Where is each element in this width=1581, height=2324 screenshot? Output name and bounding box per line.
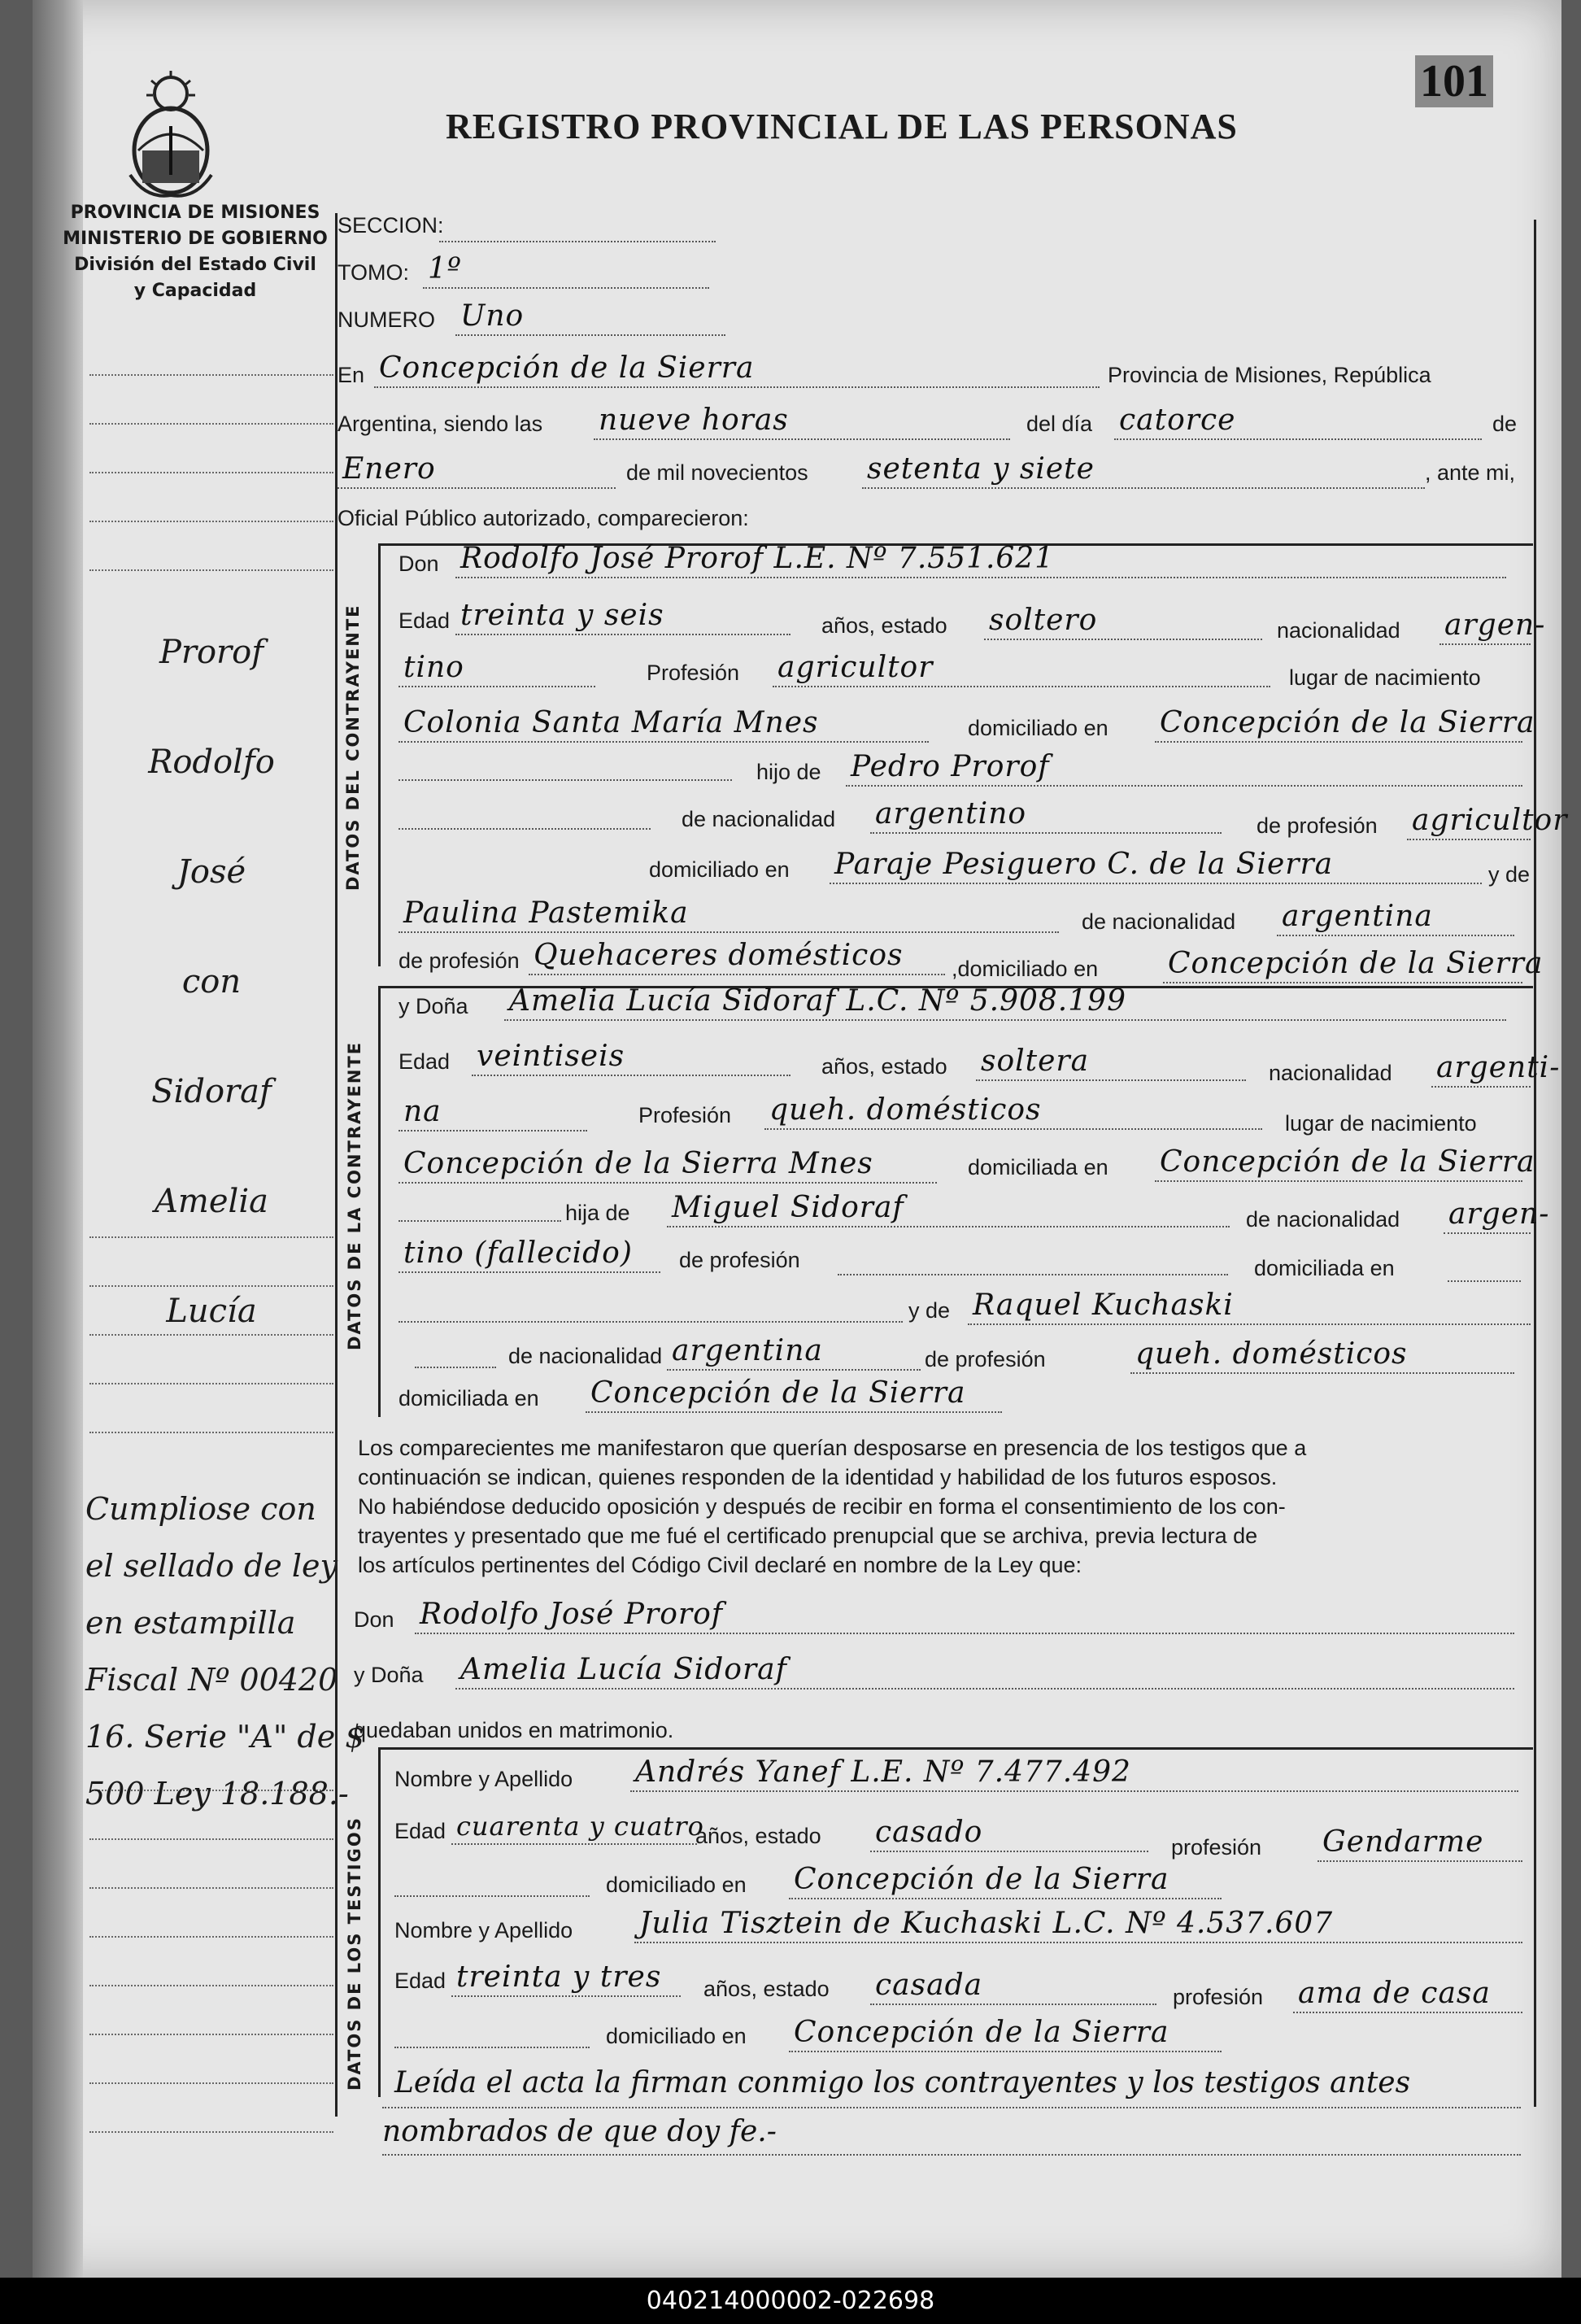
groom-father-prof: agricultor: [1407, 804, 1531, 840]
decl-bride-name: Amelia Lucía Sidoraf: [455, 1653, 1514, 1690]
oficial-text: Oficial Público autorizado, comparecieron:: [338, 506, 749, 530]
groom-father-nac-label: de nacionalidad: [682, 807, 836, 831]
margin-name-1: Prorof: [159, 634, 264, 671]
w1-edad-label: Edad: [394, 1819, 446, 1843]
bride-father: Miguel Sidoraf: [667, 1191, 1230, 1227]
w1-name: Andrés Yanef L.E. Nº 7.477.492: [630, 1755, 1518, 1792]
groom-edad-label: Edad: [399, 608, 451, 633]
bride-domicile: Concepción de la Sierra: [1155, 1145, 1522, 1182]
stamp-note-line-2: el sellado de ley: [85, 1548, 338, 1584]
declaration-line-3: No habiéndose deducido oposición y después de recibir en forma el consentimiento de los con-: [358, 1494, 1286, 1519]
groom-name: Rodolfo José Prorof L.E. Nº 7.551.621: [455, 542, 1506, 578]
tomo-value: 1º: [423, 252, 709, 289]
groom-hijo-label: hijo de: [756, 760, 821, 784]
month-value: Enero: [338, 452, 616, 489]
de-label: de: [1492, 412, 1518, 436]
margin-name-2: Rodolfo: [148, 743, 275, 781]
bride-mother-prof-label: de profesión: [925, 1347, 1046, 1371]
bride-name: Amelia Lucía Sidoraf L.C. Nº 5.908.199: [504, 984, 1506, 1021]
w2-prof-label: profesión: [1173, 1985, 1264, 2009]
coat-of-arms-icon: [122, 69, 220, 199]
decl-dona-label: y Doña: [354, 1663, 424, 1687]
groom-profesion: agricultor: [773, 651, 1270, 687]
bride-father-nac-label: de nacionalidad: [1246, 1207, 1400, 1232]
day-label: del día: [1026, 412, 1093, 436]
division-line-2: y Capacidad: [133, 281, 257, 301]
groom-mother: Paulina Pastemika: [399, 896, 1059, 933]
seccion-label: SECCION:: [338, 213, 444, 238]
numero-label: NUMERO: [338, 307, 435, 332]
groom-mother-prof-label: de profesión: [399, 948, 520, 973]
page-title: REGISTRO PROVINCIAL DE LAS PERSONAS: [446, 107, 1238, 146]
w1-anos-label: años, estado: [695, 1824, 821, 1848]
groom-anos-label: años, estado: [821, 613, 947, 638]
groom-mother-nac: argentina: [1277, 900, 1514, 936]
w2-name-label: Nombre y Apellido: [394, 1918, 573, 1942]
bride-profesion-label: Profesión: [638, 1103, 732, 1127]
groom-y-de-label: y de: [1488, 862, 1531, 887]
w2-prof: ama de casa: [1293, 1977, 1522, 2013]
declaration-paragraph: [358, 1433, 1521, 1580]
groom-father-prof-label: de profesión: [1257, 813, 1378, 838]
w1-estado: casado: [870, 1816, 1148, 1852]
stamp-note-line-3: en estampilla: [85, 1605, 296, 1641]
w1-prof: Gendarme: [1318, 1825, 1522, 1862]
groom-father-nac: argentino: [870, 797, 1222, 834]
groom-domicile: Concepción de la Sierra: [1155, 706, 1522, 743]
declaration-line-4: trayentes y presentado que me fué el certificado prenupcial que se archiva, previa lectura de: [358, 1524, 1258, 1548]
register-page: [33, 0, 1568, 2278]
bride-section-label: DATOS DE LA CONTRAYENTE: [345, 1040, 364, 1350]
bride-mother: Raquel Kuchaski: [968, 1288, 1531, 1325]
groom-estado: soltero: [984, 604, 1262, 640]
tomo-label: TOMO:: [338, 260, 410, 285]
bride-age: veintiseis: [472, 1040, 790, 1076]
margin-name-5: Sidoraf: [151, 1073, 272, 1110]
groom-nacionalidad-2: tino: [399, 651, 595, 687]
bride-father-nac-2: tino (fallecido): [399, 1236, 660, 1273]
province-text: Provincia de Misiones, República: [1108, 363, 1431, 387]
bride-birthplace: Concepción de la Sierra Mnes: [399, 1147, 937, 1184]
bride-hija-label: hija de: [565, 1201, 630, 1225]
closing-line-1: Leída el acta la firman conmigo los contrayentes y los testigos antes: [394, 2066, 1411, 2099]
groom-profesion-label: Profesión: [647, 661, 740, 685]
margin-names: [122, 598, 301, 1367]
province-header: [41, 200, 350, 304]
groom-nacionalidad-1: argen-: [1439, 608, 1531, 645]
argentina-text: Argentina, siendo las: [338, 412, 543, 436]
w2-name: Julia Tisztein de Kuchaski L.C. Nº 4.537.607: [634, 1907, 1522, 1943]
bride-edad-label: Edad: [399, 1049, 451, 1074]
groom-nacionalidad-label: nacionalidad: [1277, 618, 1400, 643]
groom-father-dom-label: domiciliado en: [649, 857, 790, 882]
declaration-line-5: los artículos pertinentes del Código Civil declaré en nombre de la Ley que:: [358, 1553, 1082, 1577]
bride-domiciliada-label: domiciliada en: [968, 1155, 1108, 1179]
decl-closing: quedaban unidos en matrimonio.: [354, 1718, 674, 1742]
groom-section-label: DATOS DEL CONTRAYENTE: [343, 604, 363, 891]
stamp-note-line-5: 16. Serie "A" de $: [85, 1719, 365, 1755]
book-binding: [33, 0, 83, 2278]
margin-name-6: Amelia: [155, 1183, 268, 1220]
groom-lugar-label: lugar de nacimiento: [1289, 665, 1481, 690]
bride-mother-dom: Concepción de la Sierra: [586, 1376, 1002, 1413]
declaration-line-2: continuación se indican, quienes responden de la identidad y habilidad de los futuros esposos.: [358, 1465, 1278, 1489]
w1-dom-label: domiciliado en: [606, 1873, 747, 1897]
bride-father-dom-label: domiciliada en: [1254, 1256, 1395, 1280]
groom-birthplace: Colonia Santa María Mnes: [399, 706, 929, 743]
w2-anos-label: años, estado: [703, 1977, 830, 2001]
bride-profesion: queh. domésticos: [764, 1093, 1262, 1130]
bride-anos-label: años, estado: [821, 1054, 947, 1079]
closing-line-2: nombrados de que doy fe.-: [382, 2115, 777, 2148]
w2-edad-label: Edad: [394, 1969, 446, 1993]
groom-father: Pedro Prorof: [846, 750, 1522, 787]
w2-dom: Concepción de la Sierra: [789, 2016, 1222, 2052]
bride-mother-dom-label: domiciliada en: [399, 1386, 539, 1411]
groom-mother-prof: Quehaceres domésticos: [529, 939, 945, 975]
w1-name-label: Nombre y Apellido: [394, 1767, 573, 1791]
bride-father-nac-1: argen-: [1444, 1197, 1531, 1234]
groom-don-label: Don: [399, 552, 439, 576]
groom-age: treinta y seis: [455, 599, 790, 635]
groom-mother-dom: Concepción de la Sierra: [1163, 947, 1522, 983]
w1-prof-label: profesión: [1171, 1835, 1262, 1860]
year-label: de mil novecientos: [626, 460, 808, 485]
bride-mother-nac-label: de nacionalidad: [508, 1344, 663, 1368]
day-value: catorce: [1114, 403, 1482, 440]
page-number: 101: [1415, 55, 1493, 107]
w2-estado: casada: [870, 1969, 1156, 2005]
bride-nacionalidad-1: argenti-: [1431, 1051, 1531, 1088]
w1-age: cuarenta y cuatro: [451, 1811, 697, 1845]
en-label: En: [338, 363, 365, 387]
ante-mi-text: , ante mi,: [1425, 460, 1516, 485]
ministry-name: MINISTERIO DE GOBIERNO: [63, 229, 328, 249]
year-value: setenta y siete: [862, 452, 1425, 489]
groom-mother-nac-label: de nacionalidad: [1082, 909, 1236, 934]
stamp-note: [85, 1480, 364, 1822]
w2-dom-label: domiciliado en: [606, 2024, 747, 2048]
bride-y-de-label: y de: [908, 1298, 951, 1323]
numero-value: Uno: [455, 299, 725, 336]
bride-dona-label: y Doña: [399, 994, 468, 1018]
declaration-line-1: Los comparecientes me manifestaron que querían desposarse en presencia de los testigos que a: [358, 1436, 1307, 1460]
division-line-1: División del Estado Civil: [74, 255, 316, 275]
bride-estado: soltera: [976, 1044, 1246, 1081]
stamp-note-line-4: Fiscal Nº 00420: [85, 1662, 338, 1698]
groom-domiciliado-label: domiciliado en: [968, 716, 1108, 740]
province-name: PROVINCIA DE MISIONES: [70, 203, 320, 223]
groom-father-dom: Paraje Pesiguero C. de la Sierra: [830, 848, 1482, 884]
bride-nacionalidad-label: nacionalidad: [1269, 1061, 1392, 1085]
hour-value: nueve horas: [594, 403, 1010, 440]
bride-lugar-label: lugar de nacimiento: [1285, 1111, 1477, 1136]
place-value: Concepción de la Sierra: [374, 351, 1100, 388]
stamp-note-line-6: 500 Ley 18.188.-: [85, 1776, 349, 1812]
witnesses-section-label: DATOS DE LOS TESTIGOS: [345, 1816, 364, 2091]
document-id-bar: 040214000002-022698: [0, 2278, 1581, 2324]
bride-mother-prof: queh. domésticos: [1130, 1337, 1514, 1374]
groom-mother-dom-label: ,domiciliado en: [952, 957, 1099, 981]
decl-don-label: Don: [354, 1607, 394, 1632]
decl-groom-name: Rodolfo José Prorof: [415, 1598, 1514, 1634]
bride-father-prof-label: de profesión: [679, 1248, 800, 1272]
margin-name-3: José: [176, 853, 246, 891]
w2-age: treinta y tres: [451, 1960, 681, 1997]
w1-dom: Concepción de la Sierra: [789, 1863, 1222, 1899]
stamp-note-line-1: Cumpliose con: [85, 1491, 316, 1527]
bride-nacionalidad-2: na: [399, 1095, 587, 1131]
margin-name-4: con: [181, 963, 242, 1001]
bride-mother-nac: argentina: [667, 1334, 921, 1371]
margin-name-7: Lucía: [166, 1293, 257, 1330]
